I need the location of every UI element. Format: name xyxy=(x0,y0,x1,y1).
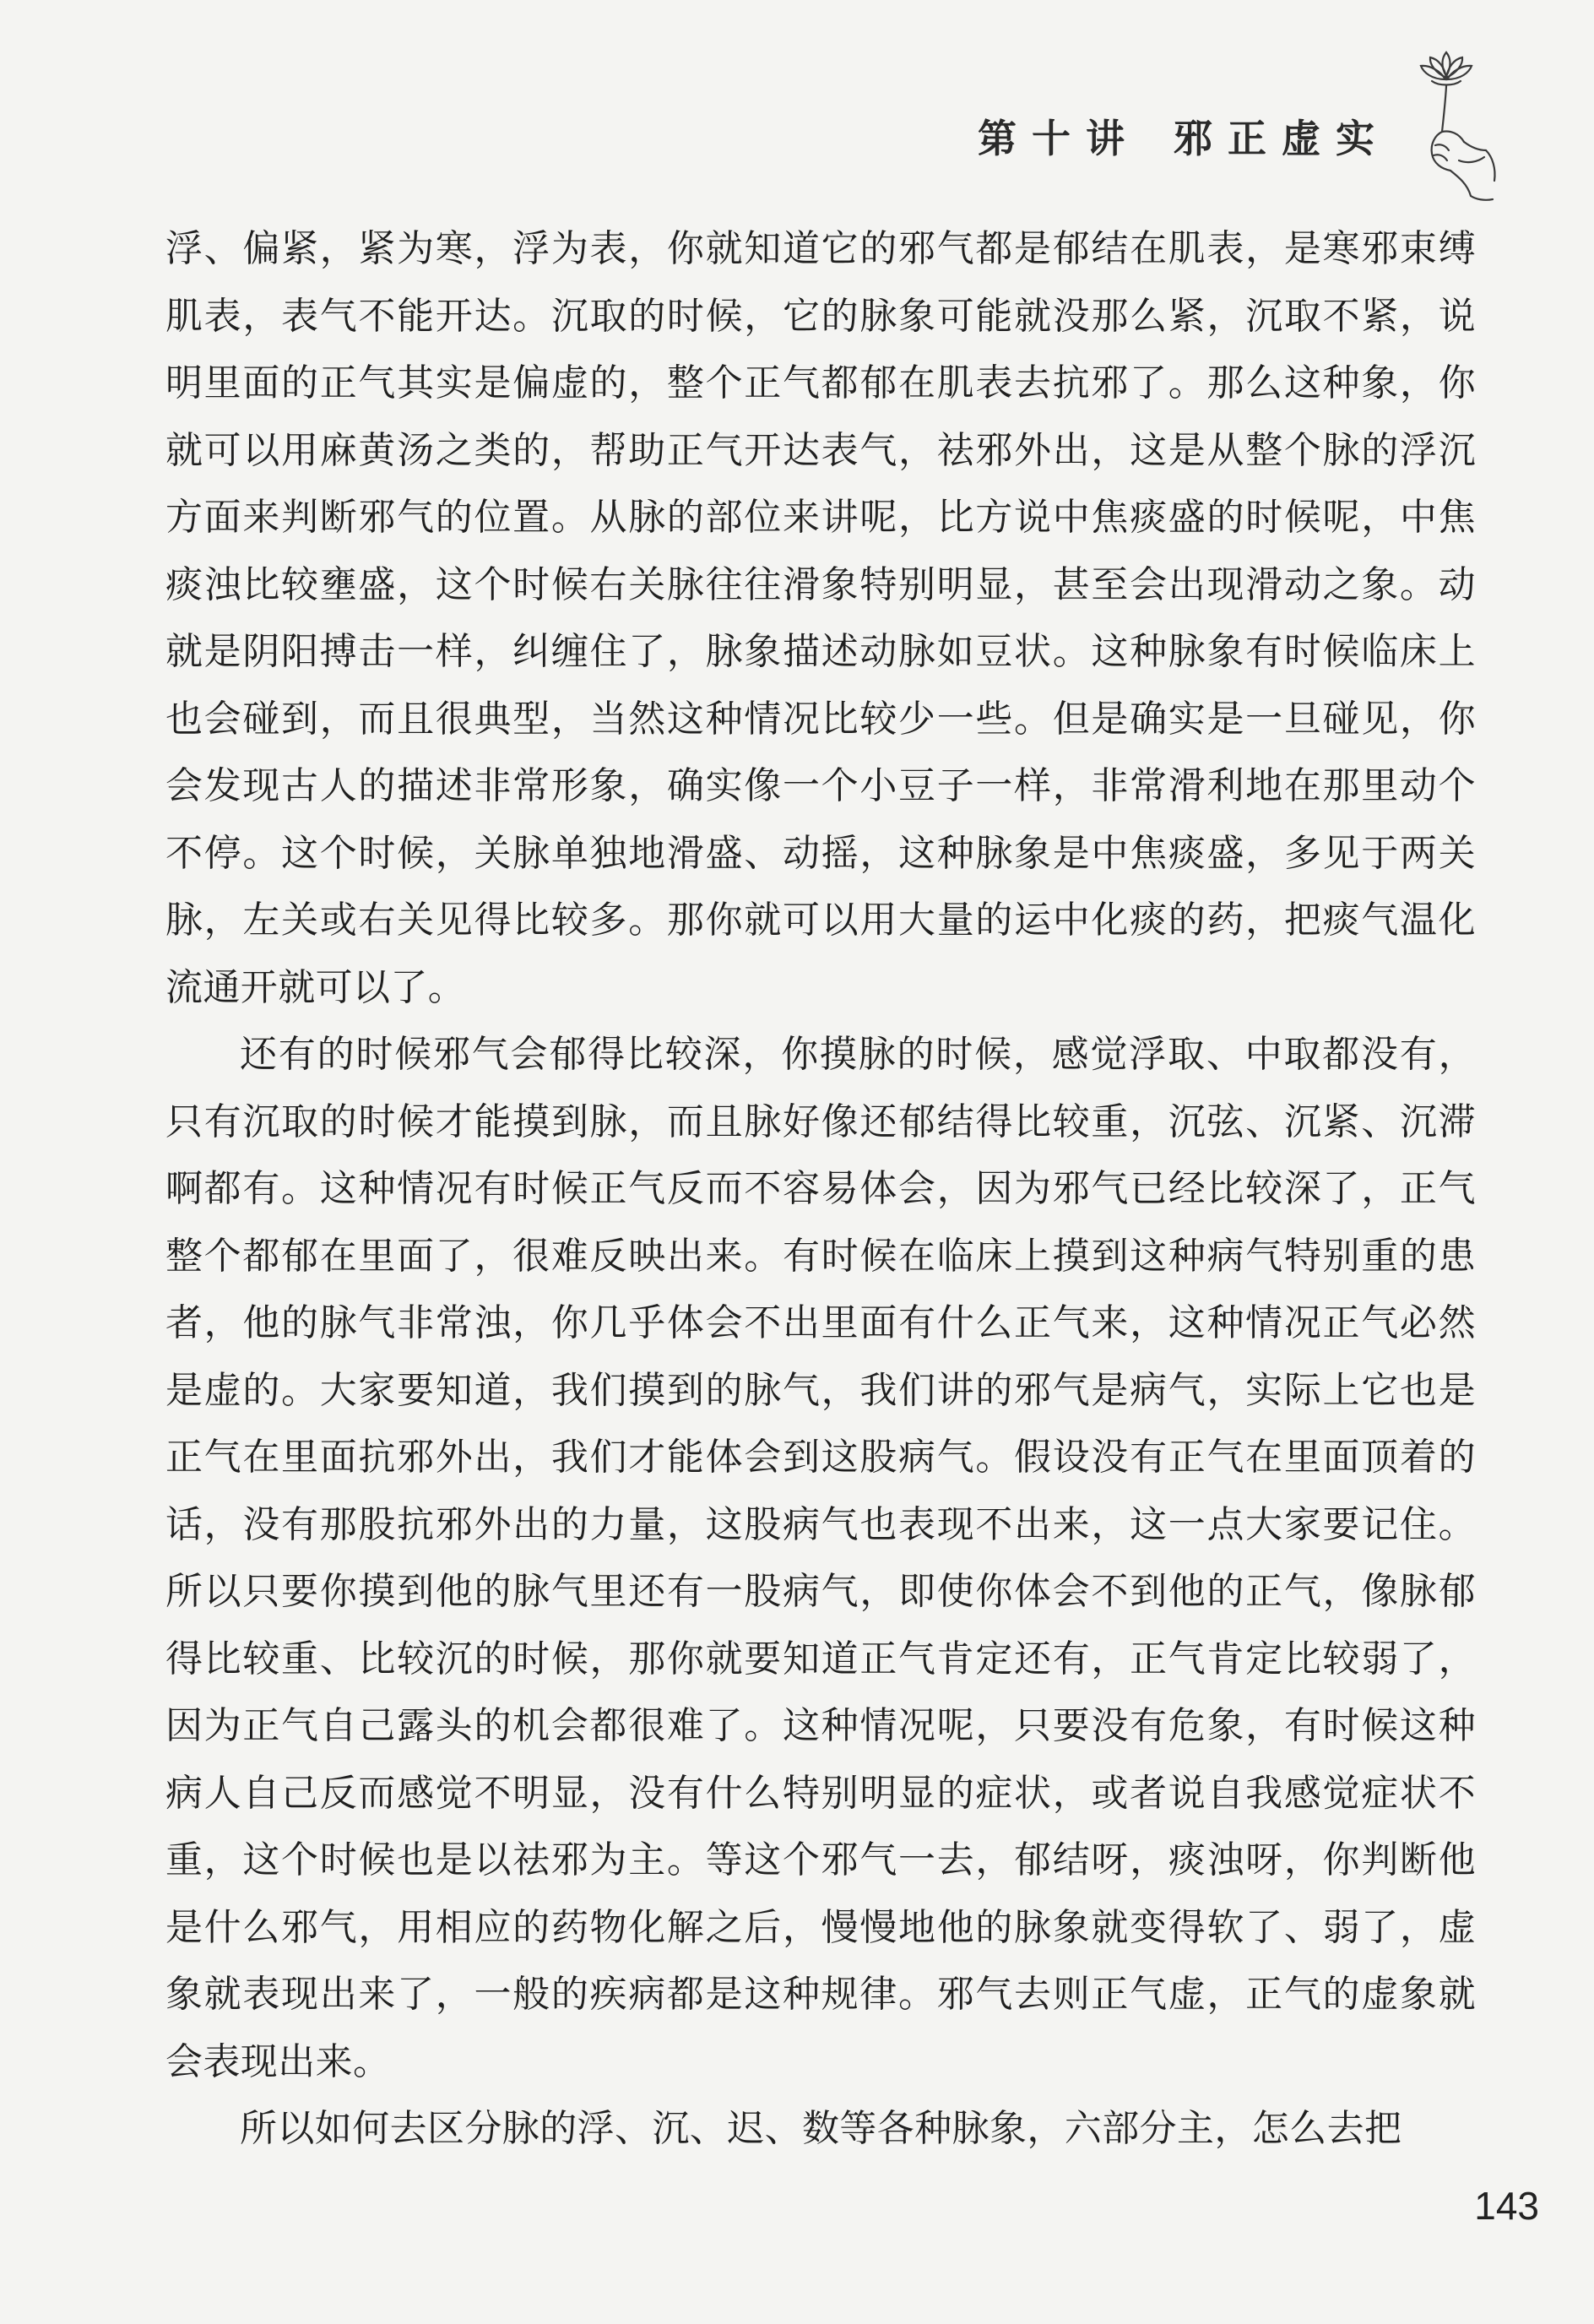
chapter-title: 邪正虚实 xyxy=(1174,116,1390,161)
chapter-label: 第十讲 xyxy=(978,116,1140,161)
running-header xyxy=(978,108,1390,164)
paragraph-2: 还有的时候邪气会郁得比较深，你摸脉的时候，感觉浮取、中取都没有，只有沉取的时候才能摸到脉，而且脉好像还郁结得比较重，沉弦、沉紧、沉滞啊都有。这种情况有时候正气反而不容易体会，因为邪气已经比较深了，正气整个都郁在里面了，很难反映出来。有时候在临床上摸到这种病气特别重的患者，他的脉气非常浊，你几乎体会不出里面有什么正气来，这种情况正气必然是虚的。大家要知道，我们摸到的脉气，我们讲的邪气是病气，实际上它也是正气在里面抗邪外出，我们才能体会到这股病气。假设没有正气在里面顶着的话，没有那股抗邪外出的力量，这股病气也表现不出来，这一点大家要记住。所以只要你摸到他的脉气里还有一股病气，即使你体会不到他的正气，像脉郁得比较重、比较沉的时候，那你就要知道正气肯定还有，正气肯定比较弱了，因为正气自己露头的机会都很难了。这种情况呢，只要没有危象，有时候这种病人自己反而感觉不明显，没有什么特别明显的症状，或者说自我感觉症状不重，这个时候也是以祛邪为主。等这个邪气一去，郁结呀，痰浊呀，你判断他是什么邪气，用相应的药物化解之后，慢慢地他的脉象就变得软了、弱了，虚象就表现出来了，一般的疾病都是这种规律。邪气去则正气虚，正气的虚象就会表现出来。 xyxy=(165,1033,1476,2083)
page-number: 143 xyxy=(1474,2184,1539,2228)
body-text xyxy=(165,215,1476,2163)
paragraph-3: 所以如何去区分脉的浮、沉、迟、数等各种脉象，六部分主，怎么去把 xyxy=(240,2107,1402,2150)
lotus-hand-icon xyxy=(1383,51,1510,211)
paragraph-1: 浮、偏紧，紧为寒，浮为表，你就知道它的邪气都是郁结在肌表，是寒邪束缚肌表，表气不能开达。沉取的时候，它的脉象可能就没那么紧，沉取不紧，说明里面的正气其实是偏虚的，整个正气都郁在肌表去抗邪了。那么这种象，你就可以用麻黄汤之类的，帮助正气开达表气，祛邪外出，这是从整个脉的浮沉方面来判断邪气的位置。从脉的部位来讲呢，比方说中焦痰盛的时候呢，中焦痰浊比较壅盛，这个时候右关脉往往滑象特别明显，甚至会出现滑动之象。动就是阴阳搏击一样，纠缠住了，脉象描述动脉如豆状。这种脉象有时候临床上也会碰到，而且很典型，当然这种情况比较少一些。但是确实是一旦碰见，你会发现古人的描述非常形象，确实像一个小豆子一样，非常滑利地在那里动个不停。这个时候，关脉单独地滑盛、动摇，这种脉象是中焦痰盛，多见于两关脉，左关或右关见得比较多。那你就可以用大量的运中化痰的药，把痰气温化流通开就可以了。 xyxy=(165,227,1476,1009)
